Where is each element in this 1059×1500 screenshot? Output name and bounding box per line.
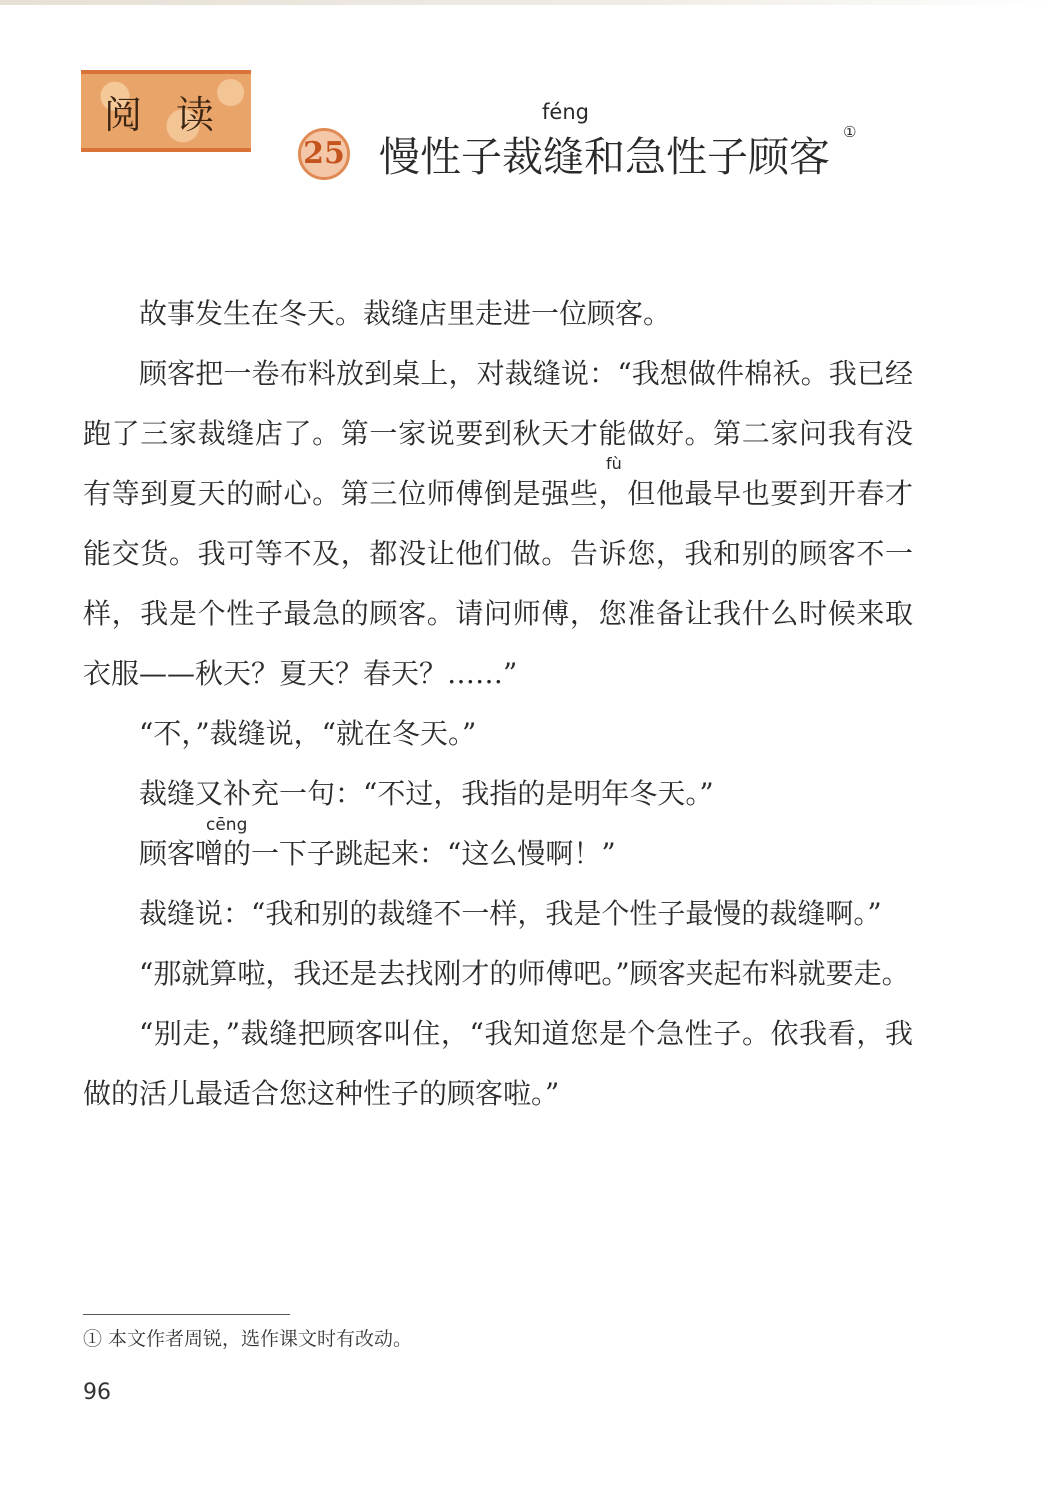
- paragraph: 裁缝说：“我和别的裁缝不一样，我是个性子最慢的裁缝啊。”: [139, 897, 882, 930]
- paragraph: 裁缝又补充一句：“不过，我指的是明年冬天。”: [139, 777, 714, 810]
- title-pinyin: féng: [542, 100, 589, 124]
- paragraph: “不，”裁缝说，“就在冬天。”: [139, 717, 477, 750]
- story-text: [83, 284, 913, 1124]
- section-label: 阅读: [103, 93, 248, 137]
- pinyin-fu: fù: [606, 454, 622, 473]
- paragraph: 故事发生在冬天。裁缝店里走进一位顾客。: [139, 297, 672, 330]
- paragraph: 顾客把一卷布料放到桌上，对裁缝说：“我想做件棉袄。我已经跑了三家裁缝店了。第一家说要到秋天才能做好。第二家问我有没有等到夏天的耐心。第三位师傅倒是强些，但他最早也要到开春才能交货。我可等不及，都没让他们做。告诉您，我和别的顾客不一样，我是个性子最急的顾客。请问师傅，您准备让我什么时候来取衣服——秋天？夏天？春天？……”: [83, 357, 913, 690]
- page-title: 慢性子裁缝和急性子顾客: [379, 133, 830, 181]
- footnote: ① 本文作者周锐，选作课文时有改动。: [83, 1328, 413, 1350]
- lesson-number: 25: [298, 128, 350, 180]
- page-number: 96: [83, 1380, 111, 1405]
- paragraph: 顾客噌的一下子跳起来：“这么慢啊！”: [139, 837, 616, 870]
- paragraph: “别走，”裁缝把顾客叫住，“我知道您是个急性子。依我看，我做的活儿最适合您这种性子的顾客啦。”: [83, 1017, 913, 1110]
- paragraph: “那就算啦，我还是去找刚才的师傅吧。”顾客夹起布料就要走。: [139, 957, 910, 990]
- footnote-divider: [83, 1314, 290, 1315]
- section-badge: [81, 70, 251, 152]
- pinyin-ceng: cēng: [206, 815, 248, 835]
- top-edge-rule: [0, 0, 1059, 5]
- title-footnote-mark: ①: [843, 123, 857, 141]
